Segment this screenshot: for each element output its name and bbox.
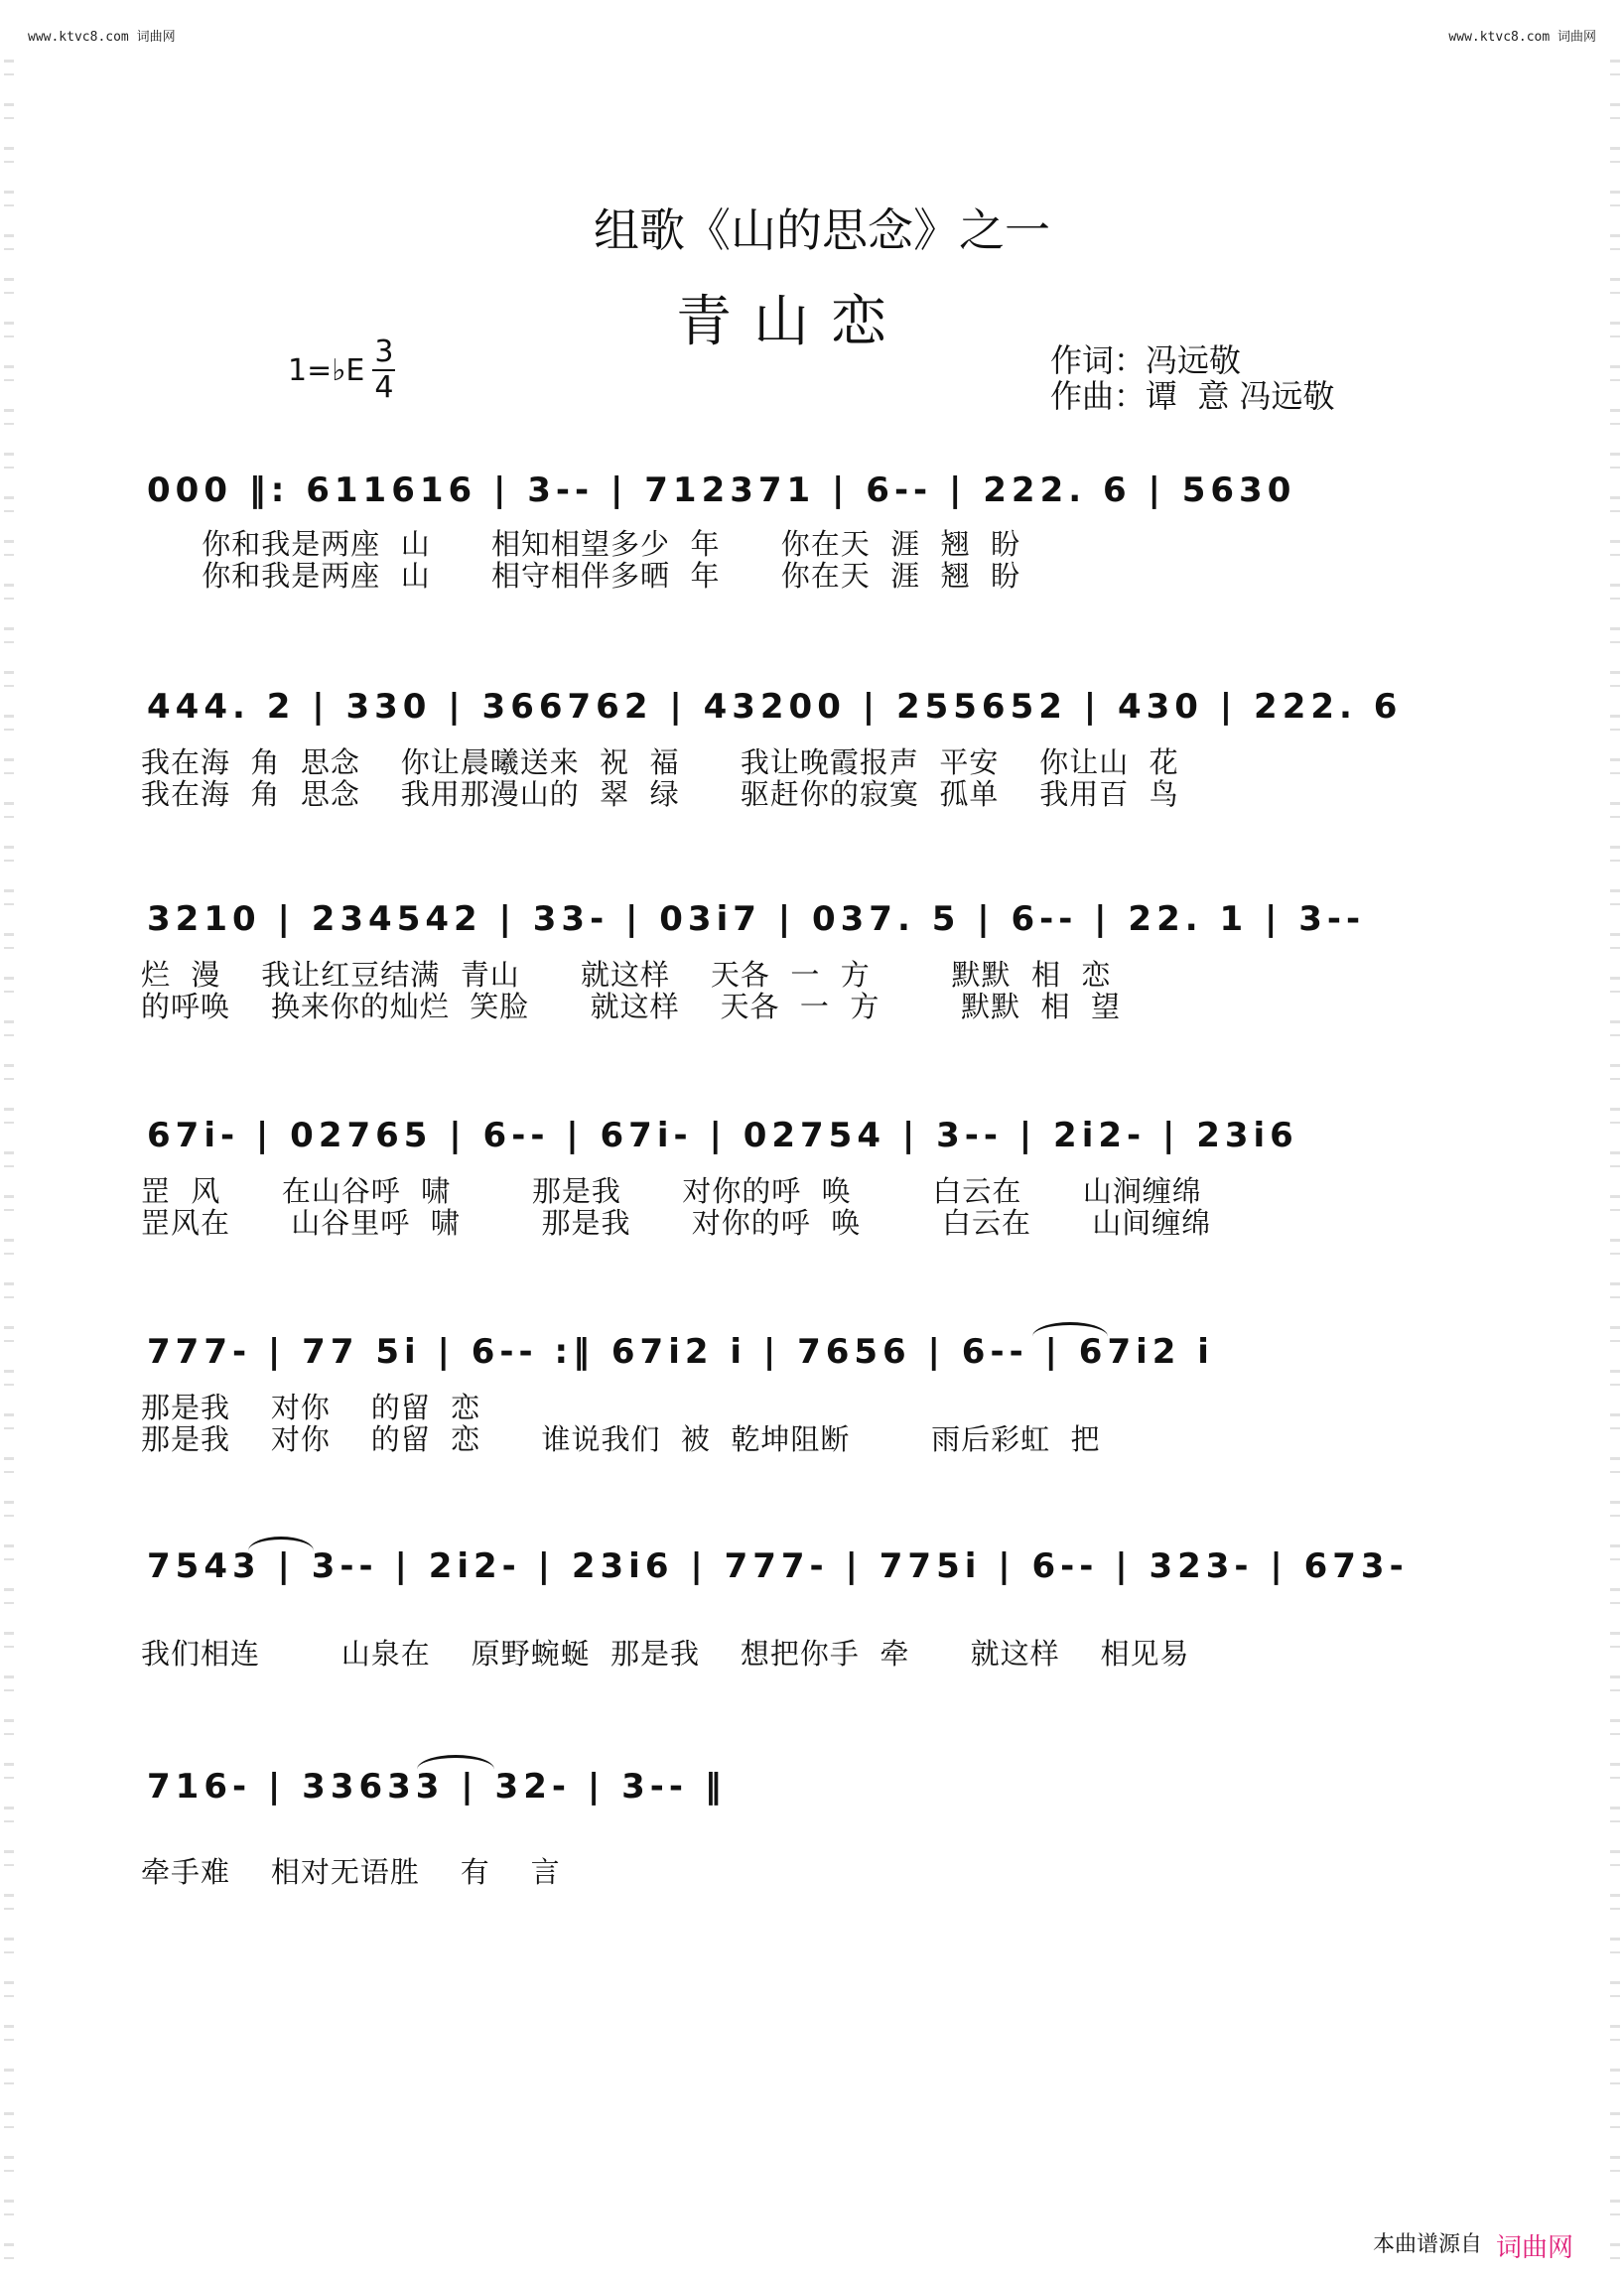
lyric-line-3-verse-2: 的呼唤 换来你的灿烂 笑脸 就这样 天各 一 方 默默 相 望 <box>141 990 1121 1023</box>
notation-line-5: 777- | 77 5i | 6-- :‖ 67i2 i | 7656 | 6-- | 67i2 i <box>147 1332 1214 1372</box>
series-title: 组歌《山的思念》之一 <box>594 203 1050 257</box>
tie-mark <box>417 1755 494 1784</box>
key-signature <box>288 337 395 403</box>
lyric-line-5-verse-2: 那是我 对你 的留 恋 谁说我们 被 乾坤阻断 雨后彩虹 把 <box>141 1422 1101 1456</box>
header-right-watermark: www.ktvc8.com 词曲网 <box>1448 30 1596 45</box>
source-brand-link[interactable]: 词曲网 <box>1496 2233 1574 2263</box>
lyricist-credit: 作词：冯远敬 <box>1050 341 1242 379</box>
notation-line-1: 000 ‖: 611616 | 3-- | 712371 | 6-- | 222. 6 | 5630 <box>147 470 1296 510</box>
lyric-line-2-verse-2: 我在海 角 思念 我用那漫山的 翠 绿 驱赶你的寂寞 孤单 我用百 鸟 <box>141 777 1179 811</box>
time-signature <box>372 337 395 403</box>
lyric-line-7: 牵手难 相对无语胜 有 言 <box>141 1855 561 1889</box>
composer-credit: 作曲：谭 意 冯远敬 <box>1050 377 1335 415</box>
notation-line-4: 67i- | 02765 | 6-- | 67i- | 02754 | 3-- | 2i2- | 23i6 <box>147 1116 1298 1155</box>
lyric-line-6: 我们相连 山泉在 原野蜿蜒 那是我 想把你手 牵 就这样 相见易 <box>141 1637 1190 1671</box>
key-label: 1=♭E <box>288 352 365 388</box>
tie-mark <box>248 1537 314 1565</box>
song-title: 青山恋 <box>676 290 908 354</box>
lyric-line-4-verse-1: 罡 风 在山谷呼 啸 那是我 对你的呼 唤 白云在 山涧缠绵 <box>141 1174 1202 1208</box>
notation-line-7: 716- | 33633 | 32- | 3-- ‖ <box>147 1767 727 1807</box>
tie-mark <box>1032 1322 1108 1351</box>
lyric-line-2-verse-1: 我在海 角 思念 你让晨曦送来 祝 福 我让晚霞报声 平安 你让山 花 <box>141 745 1179 779</box>
lyric-line-3-verse-1: 烂 漫 我让红豆结满 青山 就这样 天各 一 方 默默 相 恋 <box>141 958 1112 992</box>
lyric-line-1-verse-1: 你和我是两座 山 相知相望多少 年 你在天 涯 翘 盼 <box>141 527 1021 561</box>
lyric-line-4-verse-2: 罡风在 山谷里呼 啸 那是我 对你的呼 唤 白云在 山间缠绵 <box>141 1206 1212 1240</box>
notation-line-6: 7543 | 3-- | 2i2- | 23i6 | 777- | 775i | 6-- | 323- | 673- <box>147 1546 1409 1586</box>
source-footer <box>1373 2227 1573 2264</box>
source-label: 本曲谱源自 <box>1373 2232 1483 2257</box>
right-edge-watermark <box>1610 60 1620 2273</box>
lyric-line-5-verse-1: 那是我 对你 的留 恋 <box>141 1391 481 1424</box>
header-left-watermark: www.ktvc8.com 词曲网 <box>28 30 176 45</box>
time-signature-top: 3 <box>374 335 394 369</box>
notation-line-3: 3210 | 234542 | 33- | 03i7 | 037. 5 | 6-- | 22. 1 | 3-- <box>147 899 1366 939</box>
lyric-line-1-verse-2: 你和我是两座 山 相守相伴多晒 年 你在天 涯 翘 盼 <box>141 559 1021 593</box>
time-signature-bottom: 4 <box>374 370 394 405</box>
left-edge-watermark <box>4 60 14 2273</box>
notation-line-2: 444. 2 | 330 | 366762 | 43200 | 255652 | 430 | 222. 6 <box>147 687 1403 727</box>
